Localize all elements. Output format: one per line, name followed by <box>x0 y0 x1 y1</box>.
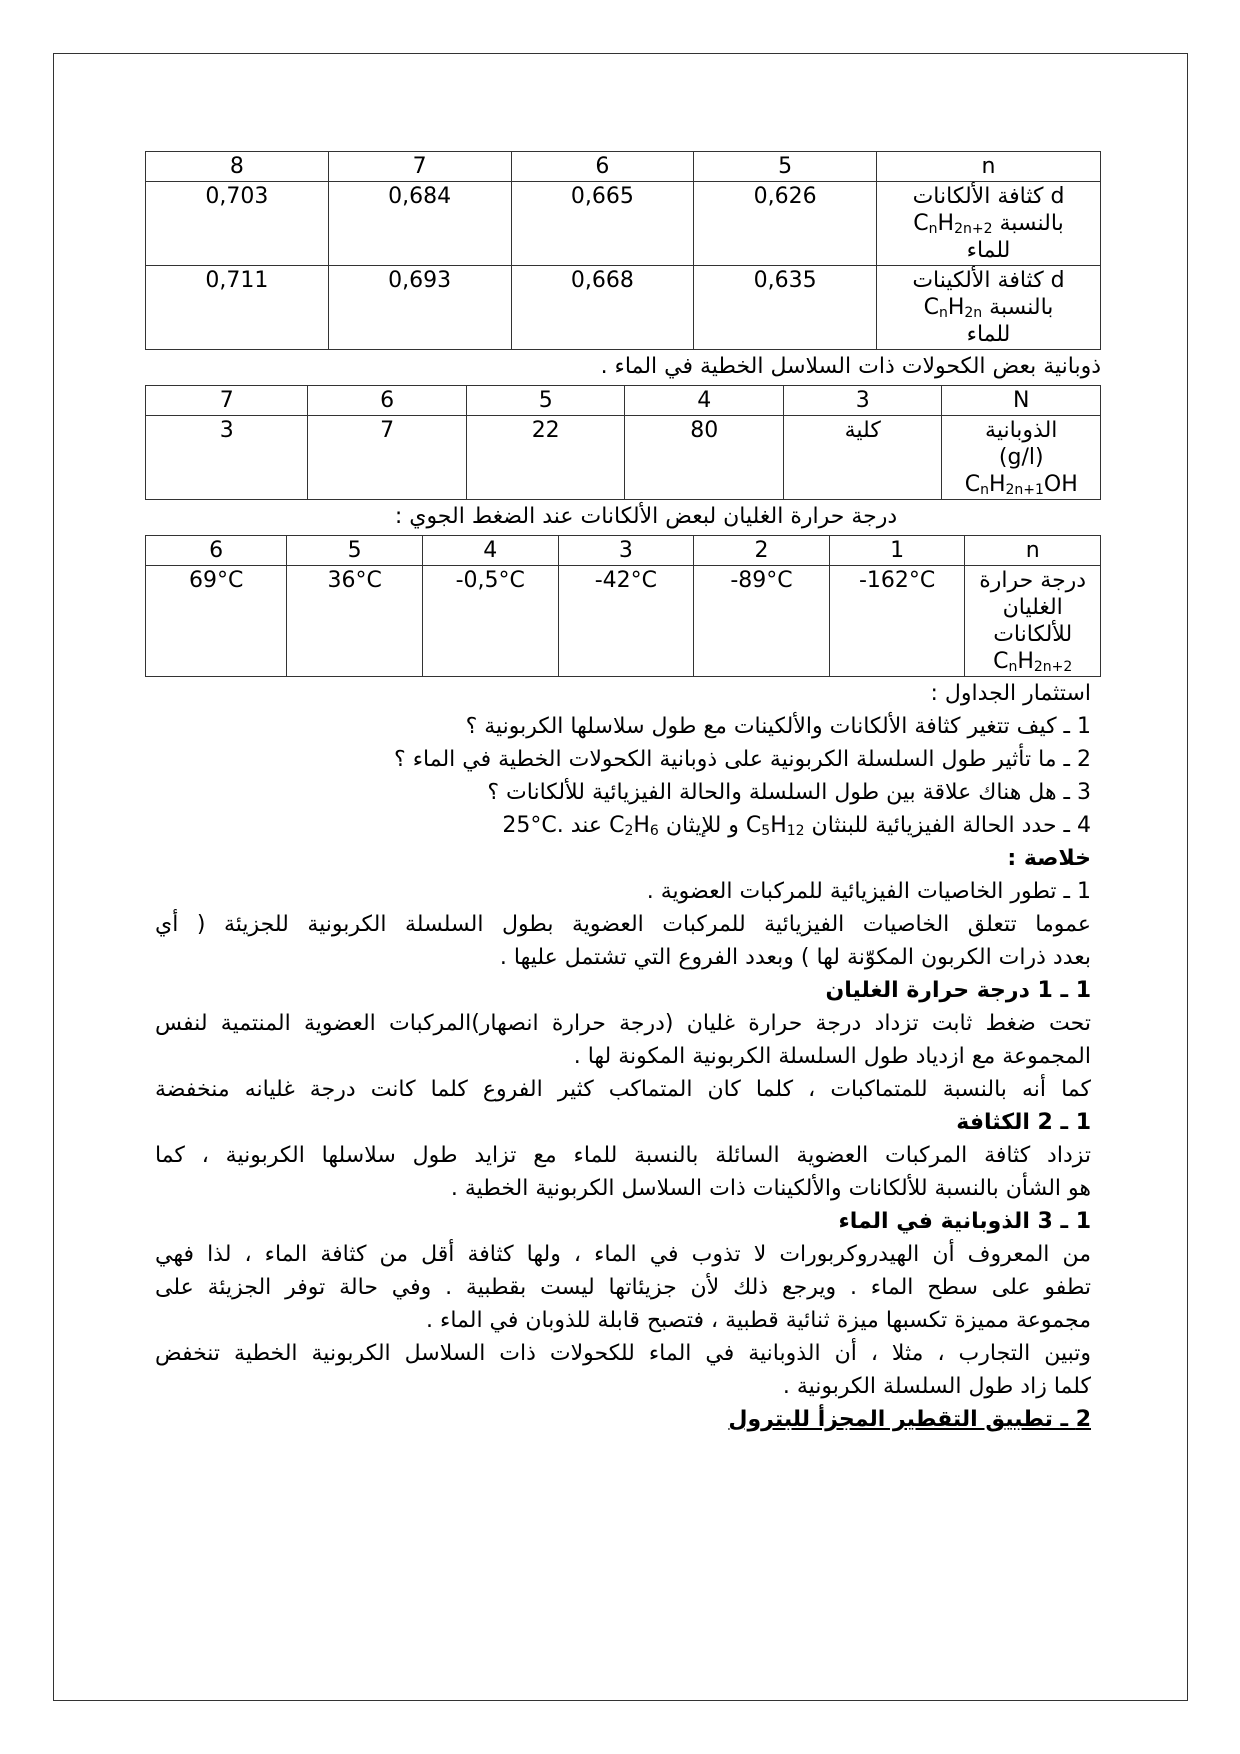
table-header-row <box>146 386 1101 416</box>
paragraph-line: كلما زاد طول السلسلة الكربونية . <box>782 1374 1091 1399</box>
document-flow <box>145 151 1101 1436</box>
cell: 0,635 <box>694 266 877 350</box>
cell: 0,693 <box>328 266 511 350</box>
summary-heading: خلاصة : <box>1007 846 1091 871</box>
header-cell: 1 <box>829 536 965 566</box>
header-cell: n <box>965 536 1101 566</box>
cell: -162°C <box>829 566 965 677</box>
cell: 0,665 <box>511 182 694 266</box>
cell: -42°C <box>558 566 694 677</box>
section-1-title: 1 ـ تطور الخاصيات الفيزيائية للمركبات العضوية . <box>646 879 1091 904</box>
paragraph-line: وتبين التجارب ، مثلا ، أن الذوبانية في الماء للكحولات ذات السلاسل الكربونية الخطية تنخفض <box>155 1341 1091 1366</box>
table-row <box>146 416 1101 500</box>
paragraph-line: من المعروف أن الهيدروكربورات لا تذوب في الماء ، ولها كثافة أقل من كثافة الماء ، لذا فهي <box>155 1242 1091 1267</box>
table-header-row <box>146 152 1101 182</box>
solubility-caption: ذوبانية بعض الكحولات ذات السلاسل الخطية في الماء . <box>600 354 1101 379</box>
cell: 3 <box>146 416 308 500</box>
row-label: درجة حرارة الغليان للألكانات $C_nH_{2n+2}$ <box>965 566 1101 677</box>
paragraph-line: تطفو على سطح الماء . ويرجع ذلك لأن جزيئاتها ليست بقطبية . وفي حالة توفر الجزيئة على <box>155 1275 1091 1300</box>
row-label: الذوبانية (g/l) $C_nH_{2n+1}OH$ <box>942 416 1101 500</box>
question-1: 1 ـ كيف تتغير كثافة الألكانات والألكينات مع طول سلاسلها الكربونية ؟ <box>465 714 1091 739</box>
cell: 80 <box>625 416 784 500</box>
header-cell: N <box>942 386 1101 416</box>
header-cell: 3 <box>558 536 694 566</box>
cell: 7 <box>308 416 467 500</box>
row-label: d كثافة الألكينات بالنسبة $C_nH_{2n}$ للماء <box>877 266 1101 350</box>
paragraph-line: المجموعة مع ازدياد طول السلسلة الكربونية المكونة لها . <box>573 1044 1091 1069</box>
header-cell: 4 <box>422 536 558 566</box>
header-cell: 8 <box>146 152 329 182</box>
header-cell: 7 <box>328 152 511 182</box>
header-cell: 6 <box>511 152 694 182</box>
exploit-heading: استثمار الجداول : <box>930 681 1091 706</box>
question-4: 4 ـ حدد الحالة الفيزيائية للبنثان $C_5H_{12}$ و للإيثان $C_2H_6$ عند 25°C. <box>502 813 1091 839</box>
header-cell: 2 <box>694 536 830 566</box>
cell: -89°C <box>694 566 830 677</box>
cell: 0,711 <box>146 266 329 350</box>
cell: 69°C <box>146 566 287 677</box>
table-header-row <box>146 536 1101 566</box>
paragraph-line: تزداد كثافة المركبات العضوية السائلة بالنسبة للماء مع تزايد طول سلاسلها الكربونية ، كما <box>155 1143 1091 1168</box>
table-row <box>146 266 1101 350</box>
table-row <box>146 566 1101 677</box>
header-cell: 5 <box>287 536 423 566</box>
paragraph-line: هو الشأن بالنسبة للألكانات والألكينات ذات السلاسل الكربونية الخطية . <box>450 1176 1091 1201</box>
cell: 0,626 <box>694 182 877 266</box>
boiling-point-table <box>145 535 1101 677</box>
question-2: 2 ـ ما تأثير طول السلسلة الكربونية على ذوبانية الكحولات الخطية في الماء ؟ <box>394 747 1091 772</box>
section-1-3-heading: 1 ـ 3 الذوبانية في الماء <box>838 1209 1091 1234</box>
paragraph-line: بعدد ذرات الكربون المكوّنة لها ) وبعدد الفروع التي تشتمل عليها . <box>499 945 1091 970</box>
cell: -0,5°C <box>422 566 558 677</box>
paragraph-line: تحت ضغط ثابت تزداد درجة حرارة غليان (درجة حرارة انصهار)المركبات العضوية المنتمية لنفس <box>155 1011 1091 1036</box>
cell: 0,684 <box>328 182 511 266</box>
boiling-caption: درجة حرارة الغليان لبعض الألكانات عند الضغط الجوي : <box>394 504 898 529</box>
header-cell: 6 <box>308 386 467 416</box>
header-cell: 3 <box>783 386 942 416</box>
paragraph-line: عموما تتعلق الخاصيات الفيزيائية للمركبات العضوية بطول السلسلة الكربونية للجزيئة ( أي <box>155 912 1091 937</box>
row-label: d كثافة الألكانات بالنسبة $C_nH_{2n+2}$ للماء <box>877 182 1101 266</box>
density-table <box>145 151 1101 350</box>
header-cell: n <box>877 152 1101 182</box>
paragraph-line: كما أنه بالنسبة للمتماكبات ، كلما كان المتماكب كثير الفروع كلما كانت درجة غليانه منخفضة <box>155 1077 1091 1102</box>
paragraph-line: مجموعة مميزة تكسبها ميزة ثنائية قطبية ، فتصبح قابلة للذوبان في الماء . <box>425 1308 1091 1333</box>
solubility-table <box>145 385 1101 500</box>
cell: 36°C <box>287 566 423 677</box>
header-cell: 6 <box>146 536 287 566</box>
cell: 22 <box>466 416 625 500</box>
section-2-heading: 2 ـ تطبيق التقطير المجزأ للبترول <box>728 1407 1091 1432</box>
cell: كلية <box>783 416 942 500</box>
header-cell: 4 <box>625 386 784 416</box>
header-cell: 5 <box>694 152 877 182</box>
section-1-1-heading: 1 ـ 1 درجة حرارة الغليان <box>825 978 1091 1003</box>
body-text <box>155 677 1091 1436</box>
cell: 0,703 <box>146 182 329 266</box>
question-3: 3 ـ هل هناك علاقة بين طول السلسلة والحالة الفيزيائية للألكانات ؟ <box>487 780 1091 805</box>
table-row <box>146 182 1101 266</box>
header-cell: 5 <box>466 386 625 416</box>
header-cell: 7 <box>146 386 308 416</box>
section-1-2-heading: 1 ـ 2 الكثافة <box>956 1110 1091 1135</box>
cell: 0,668 <box>511 266 694 350</box>
